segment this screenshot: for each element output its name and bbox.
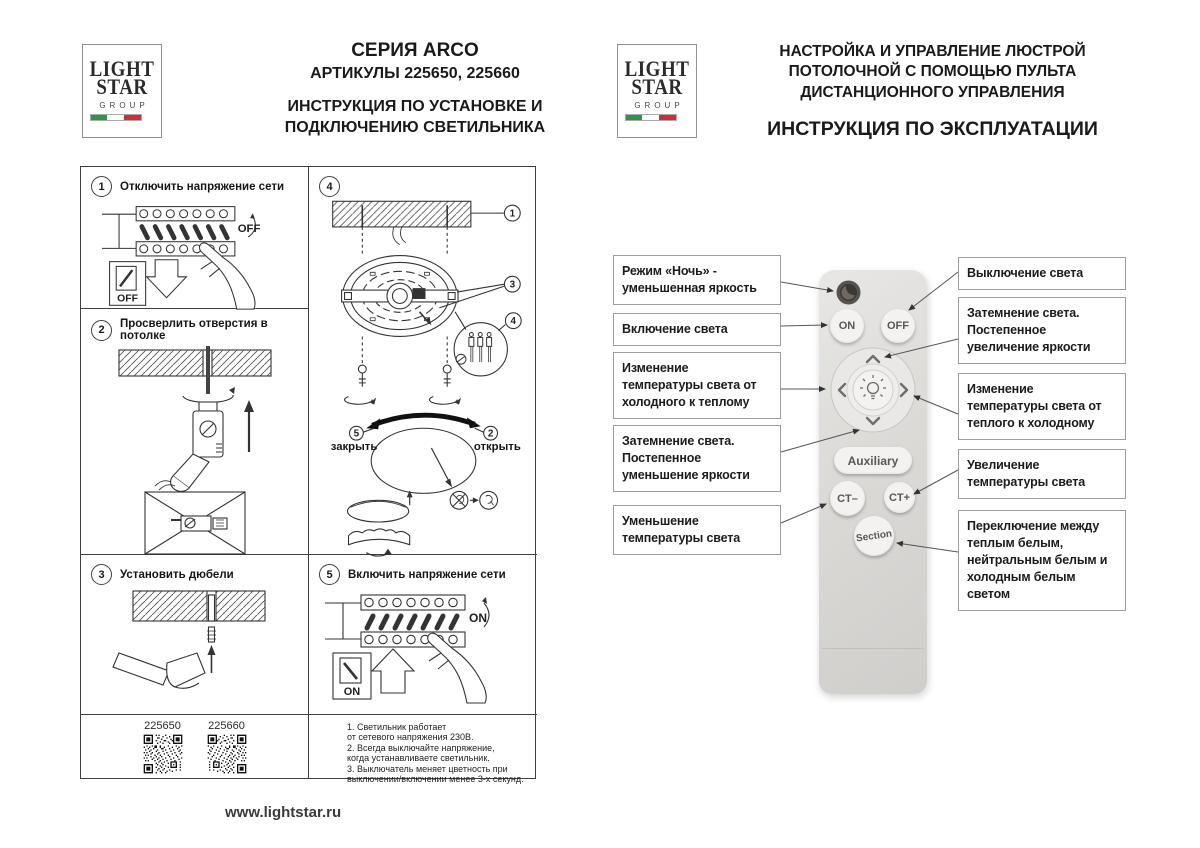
step-title: Установить дюбели — [120, 568, 234, 581]
remote-title-line3: ДИСТАНЦИОННОГО УПРАВЛЕНИЯ — [800, 83, 1065, 101]
auxiliary-button: Auxiliary — [834, 447, 912, 474]
callout-temp-warm-to-cold: Изменение температуры света от теплого к холодному — [958, 373, 1126, 440]
step-number: 1 — [91, 176, 112, 197]
step-1-cell — [81, 167, 309, 309]
logo-text: LIGHT — [624, 57, 690, 82]
open-label: открыть — [473, 440, 521, 453]
lightstar-logo — [82, 44, 162, 138]
step-title: Включить напряжение сети — [348, 568, 506, 581]
series-title: СЕРИЯ ARCO — [351, 40, 479, 61]
night-mode-button — [836, 280, 861, 305]
step-title: Просверлить отверстия в потолке — [120, 318, 268, 342]
articles-line: АРТИКУЛЫ 225650, 225660 — [310, 65, 520, 82]
logo-text: STAR — [631, 74, 683, 100]
note-line: 1. Светильник работает — [347, 722, 447, 732]
step-number: 2 — [91, 320, 112, 341]
remote-title-line1: НАСТРОЙКА И УПРАВЛЕНИЕ ЛЮСТРОЙ — [779, 43, 1086, 60]
qr-label: 225660 — [208, 720, 245, 732]
callout-4: 4 — [510, 316, 516, 328]
callout-temp-cold-to-warm: Изменение температуры света от холодного к теплому — [613, 352, 781, 419]
off-button: OFF — [881, 309, 915, 343]
operation-title: ИНСТРУКЦИЯ ПО ЭКСПЛУАТАЦИИ — [767, 118, 1098, 141]
ct-plus-button: CT+ — [884, 482, 915, 513]
breaker-off-label: OFF — [237, 223, 260, 236]
qr-code-225650 — [143, 734, 183, 774]
dpad — [830, 347, 916, 433]
callout-5: 5 — [353, 428, 359, 440]
logo-text: LIGHT — [89, 57, 155, 82]
qr-code-225660 — [207, 734, 247, 774]
note-line: когда устанавливаете светильник. — [347, 753, 490, 764]
mounting-plate-drawing — [311, 193, 536, 551]
callout-light-off: Выключение света — [958, 257, 1126, 290]
callout-2: 2 — [487, 428, 493, 440]
breaker-on-drawing — [317, 587, 529, 705]
install-title-line1: ИНСТРУКЦИЯ ПО УСТАНОВКЕ И — [287, 98, 543, 115]
step-4-cell — [309, 167, 537, 555]
battery-cover-seam — [822, 648, 924, 649]
callout-dim-decrease: Затемнение света. Постепенное уменьшение яркости — [613, 425, 781, 492]
breaker-on-label: ON — [469, 611, 487, 625]
italian-flag-stripe — [90, 114, 142, 121]
breaker-off-drawing — [89, 199, 301, 311]
inset-off-label: OFF — [116, 293, 138, 305]
lightstar-logo — [617, 44, 697, 138]
step-number: 5 — [319, 564, 340, 585]
callout-light-on: Включение света — [613, 313, 781, 346]
install-title-line2: ПОДКЛЮЧЕНИЮ СВЕТИЛЬНИКА — [284, 118, 546, 136]
remote-control — [819, 270, 927, 694]
right-header — [700, 42, 1165, 141]
callout-temp-decrease: Уменьшение температуры света — [613, 505, 781, 555]
installation-steps-panel — [80, 166, 536, 785]
step-number: 4 — [319, 176, 340, 197]
dowel-hammer-drawing — [89, 587, 301, 713]
callout-dim-increase: Затемнение света. Постепенное увеличение яркости — [958, 297, 1126, 364]
callout-1: 1 — [509, 208, 515, 220]
drill-drawing — [89, 344, 301, 558]
step-3-cell — [81, 555, 309, 715]
website-url: www.lightstar.ru — [225, 804, 342, 821]
logo-text: STAR — [96, 74, 148, 100]
left-header — [180, 40, 650, 139]
note-line: от сетевого напряжения 230В. — [347, 732, 474, 743]
callout-section-switch: Переключение между теплым белым, нейтральным белым и холодным белым светом — [958, 510, 1126, 611]
note-line: 3. Выключатель меняет цветность при — [347, 763, 508, 774]
section-button: Section — [851, 513, 896, 558]
remote-title-line2: ПОТОЛОЧНОЙ С ПОМОЩЬЮ ПУЛЬТА — [788, 63, 1077, 81]
logo-text: GROUP — [99, 100, 149, 110]
callout-3: 3 — [509, 279, 515, 291]
callout-temp-increase: Увеличение температуры света — [958, 449, 1126, 499]
note-line: выключении/включении менее 3-х секунд. — [347, 774, 524, 785]
step-2-cell — [81, 309, 309, 555]
note-line: 2. Всегда выключайте напряжение, — [347, 742, 495, 753]
qr-label: 225650 — [144, 720, 181, 732]
step-number: 3 — [91, 564, 112, 585]
ct-minus-button: CT– — [830, 481, 865, 516]
italian-flag-stripe — [625, 114, 677, 121]
logo-text: GROUP — [634, 100, 684, 110]
qr-cell — [81, 715, 309, 778]
close-label: закрыть — [330, 440, 377, 453]
on-button: ON — [830, 309, 864, 343]
notes-cell — [309, 715, 537, 785]
callout-night-mode: Режим «Ночь» - уменьшенная яркость — [613, 255, 781, 305]
step-5-cell — [309, 555, 537, 715]
step-title: Отключить напряжение сети — [120, 180, 285, 193]
inset-on-label: ON — [343, 686, 361, 698]
